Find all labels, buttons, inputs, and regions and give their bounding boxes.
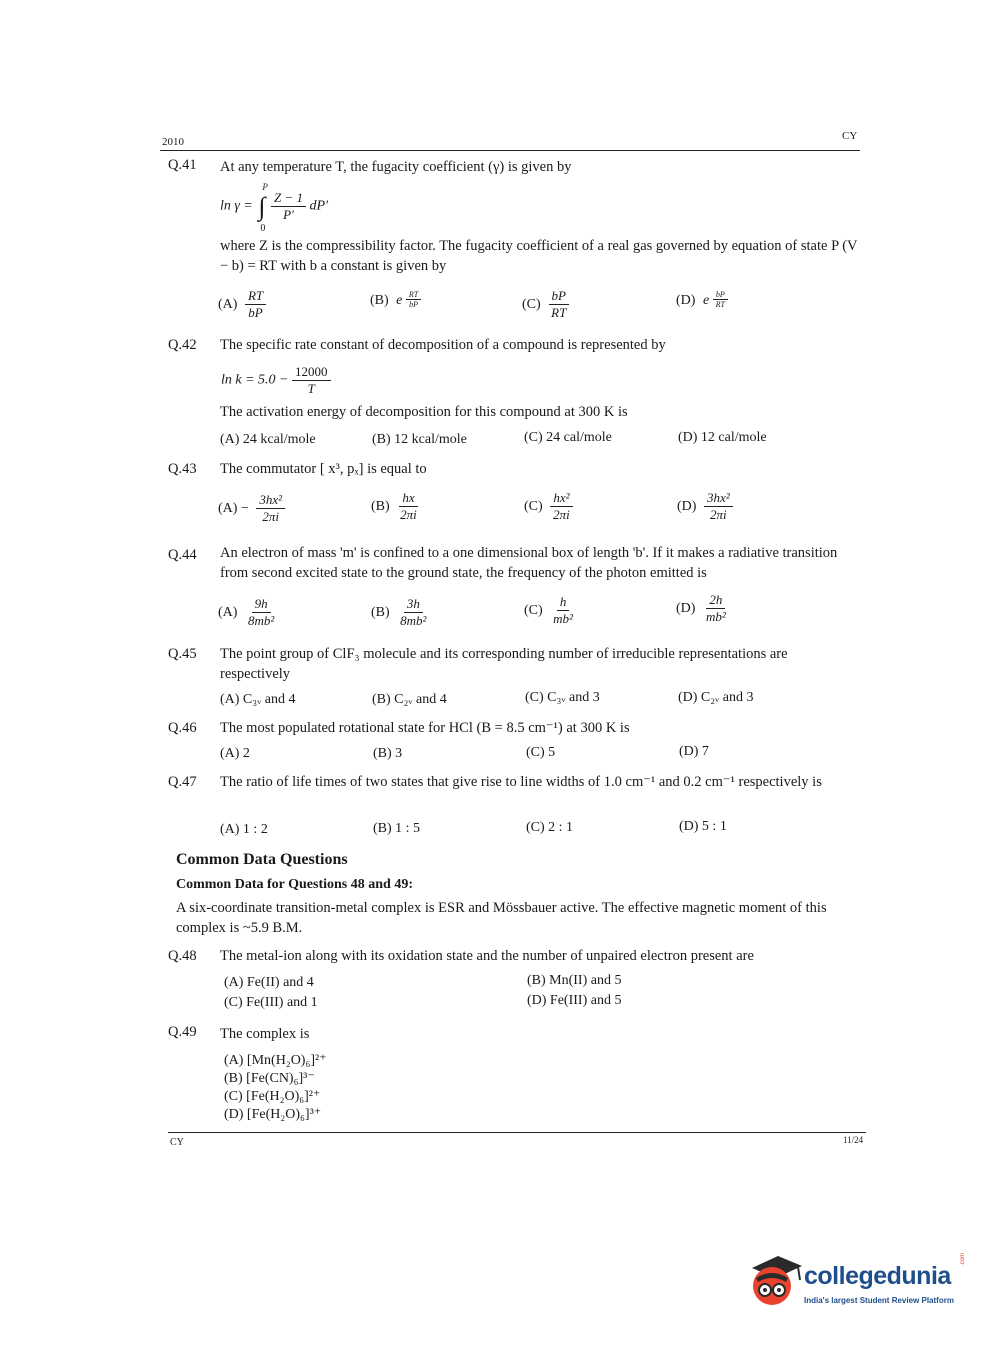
fraction: $\frac{Z - 1}{P'}$ bbox=[271, 190, 306, 223]
question-text-2: The activation energy of decomposition for this compound at 300 K is bbox=[220, 404, 628, 420]
option-b[interactable]: (B) $\frac{3h}{\text{8mb²}}$ bbox=[371, 596, 427, 628]
question-number: Q.42 bbox=[168, 337, 197, 353]
option-d[interactable]: (D) $\frac{2h}{\text{mb²}}$ bbox=[676, 592, 726, 624]
header-code: CY bbox=[842, 130, 858, 142]
option-b[interactable]: (B) [Fe(CN)₆]³⁻ bbox=[224, 1071, 315, 1086]
option-b[interactable]: (B) C₂ᵥ and 4 bbox=[372, 692, 447, 707]
question-text-2: where Z is the compressibility factor. The fugacity coefficient of a real gas governed by equation of state P (V − b) = RT with b a constant is given by bbox=[220, 238, 858, 274]
option-a[interactable]: (A) 24 kcal/mole bbox=[220, 432, 316, 447]
option-a[interactable]: (A) Fe(II) and 4 bbox=[224, 975, 314, 990]
header-year: 2010 bbox=[162, 136, 184, 148]
option-c[interactable]: (C) $\frac{\text{hx²}}{2\pi i}$ bbox=[524, 490, 573, 523]
integral-formula bbox=[220, 181, 329, 234]
limit-lower: 0 bbox=[260, 222, 266, 234]
option-c[interactable]: (C) $\frac{h}{\text{mb²}}$ bbox=[524, 594, 573, 626]
question-number: Q.46 bbox=[168, 720, 197, 736]
question-text: The commutator [ x³, pₓ] is equal to bbox=[220, 461, 427, 477]
option-d[interactable]: (D) 7 bbox=[679, 744, 709, 759]
option-c[interactable]: (C) [Fe(H₂O)₆]²⁺ bbox=[224, 1089, 321, 1104]
option-d[interactable]: (D) e $\frac{bP}{RT}$ bbox=[676, 290, 728, 309]
footer-code: CY bbox=[170, 1137, 184, 1148]
question-number: Q.45 bbox=[168, 646, 197, 662]
integral-sign: ∫ P 0 bbox=[258, 181, 268, 234]
option-b[interactable]: (B) $\frac{hx}{2\pi i}$ bbox=[371, 490, 417, 522]
question-number: Q.49 bbox=[168, 1024, 197, 1040]
option-b[interactable]: (B) 1 : 5 bbox=[373, 821, 421, 836]
option-d[interactable]: (D) C₂ᵥ and 3 bbox=[678, 690, 754, 705]
brand-logo bbox=[742, 1252, 972, 1312]
option-a[interactable]: (A) C₃ᵥ and 4 bbox=[220, 692, 296, 707]
question-text: The specific rate constant of decomposition of a compound is represented by bbox=[220, 337, 666, 353]
option-b[interactable]: (B) 3 bbox=[373, 746, 403, 761]
question-number: Q.41 bbox=[168, 157, 197, 173]
option-c[interactable]: (C) 24 cal/mole bbox=[524, 430, 612, 445]
option-c[interactable]: (C) Fe(III) and 1 bbox=[224, 995, 318, 1010]
option-b[interactable]: (B) 12 kcal/mole bbox=[372, 432, 467, 447]
question-text: An electron of mass 'm' is confined to a one dimensional box of length 'b'. If it makes a radiative transition from second excited state to the ground state, the frequency of the photon emitted is bbox=[220, 545, 838, 581]
question-text: The complex is bbox=[220, 1026, 310, 1042]
section-subheading: Common Data for Questions 48 and 49: bbox=[176, 877, 413, 892]
question-number: Q.47 bbox=[168, 774, 197, 790]
option-c[interactable]: (C) 5 bbox=[526, 745, 556, 760]
common-passage: A six-coordinate transition-metal complex is ESR and Mössbauer active. The effective magnetic moment of this complex is ~5.9 B.M. bbox=[176, 900, 827, 936]
option-a[interactable]: (A) $\frac{9h}{\text{8mb²}}$ bbox=[218, 596, 275, 628]
option-a[interactable]: (A) − $\frac{\text{3hx²}}{2\pi i}$ bbox=[218, 492, 285, 525]
question-text: At any temperature T, the fugacity coefficient (γ) is given by bbox=[220, 159, 572, 175]
option-b[interactable]: (B) Mn(II) and 5 bbox=[527, 973, 622, 988]
footer-rule bbox=[168, 1132, 866, 1133]
footer-page: 11/24 bbox=[843, 1135, 864, 1145]
header-rule bbox=[160, 150, 860, 151]
option-b[interactable]: (B) e $\frac{RT}{bP}$ bbox=[370, 290, 421, 309]
option-d[interactable]: (D) 5 : 1 bbox=[679, 819, 727, 834]
formula-lhs: ln γ = bbox=[220, 198, 253, 214]
option-c[interactable]: (C) C₃ᵥ and 3 bbox=[525, 690, 600, 705]
formula-dp: dP′ bbox=[309, 198, 329, 214]
question-number: Q.48 bbox=[168, 948, 197, 964]
logo-name: collegedunia bbox=[804, 1262, 951, 1290]
option-d[interactable]: (D) [Fe(H₂O)₆]³⁺ bbox=[224, 1107, 322, 1122]
option-a[interactable]: (A) $\frac{RT}{bP}$ bbox=[218, 288, 266, 321]
section-heading: Common Data Questions bbox=[176, 851, 348, 868]
option-a[interactable]: (A) [Mn(H₂O)₆]²⁺ bbox=[224, 1053, 327, 1068]
option-c[interactable]: (C) $\frac{bP}{RT}$ bbox=[522, 288, 569, 321]
question-number: Q.43 bbox=[168, 461, 197, 477]
limit-upper: P bbox=[262, 181, 268, 192]
option-a[interactable]: (A) 2 bbox=[220, 746, 250, 761]
question-text: The point group of ClF₃ molecule and its corresponding number of irreducible representations are respectively bbox=[220, 646, 788, 682]
mascot-icon bbox=[742, 1252, 804, 1312]
logo-com: .com bbox=[960, 1252, 966, 1266]
question-text: The most populated rotational state for HCl (B = 8.5 cm⁻¹) at 300 K is bbox=[220, 720, 630, 736]
question-number: Q.44 bbox=[168, 547, 197, 563]
option-d[interactable]: (D) Fe(III) and 5 bbox=[527, 993, 622, 1008]
question-text: The metal-ion along with its oxidation state and the number of unpaired electron present are bbox=[220, 948, 754, 964]
rate-formula: ln k = 5.0 − $\frac{12000}{T}$ bbox=[221, 364, 331, 397]
logo-tagline: India's largest Student Review Platform bbox=[804, 1296, 954, 1305]
option-a[interactable]: (A) 1 : 2 bbox=[220, 822, 268, 837]
option-d[interactable]: (D) 12 cal/mole bbox=[678, 430, 767, 445]
option-c[interactable]: (C) 2 : 1 bbox=[526, 820, 574, 835]
question-text: The ratio of life times of two states that give rise to line widths of 1.0 cm⁻¹ and 0.2 cm⁻¹ respectively is bbox=[220, 774, 822, 790]
option-d[interactable]: (D) $\frac{\text{3hx²}}{2\pi i}$ bbox=[677, 490, 733, 523]
